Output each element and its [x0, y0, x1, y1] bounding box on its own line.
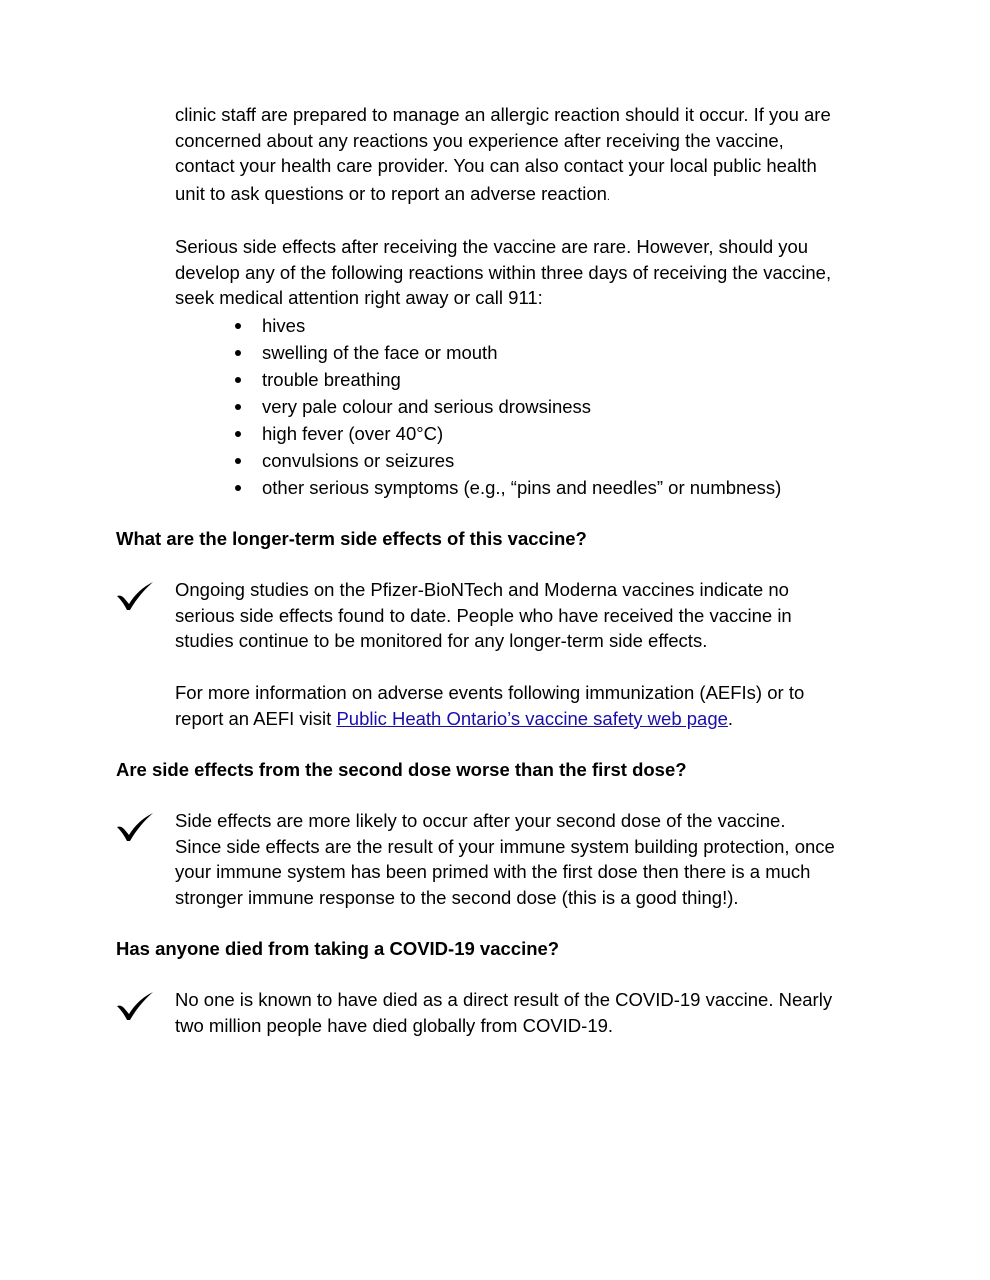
text-line: Since side effects are the result of your immune system building protection, once	[175, 835, 835, 857]
text-line: Serious side effects after receiving the vaccine are rare. However, should you	[175, 236, 809, 257]
more-info-paragraph	[175, 680, 875, 731]
bullet-icon	[235, 377, 241, 383]
list-item	[232, 393, 781, 420]
text-line: Side effects are more likely to occur after your second dose of the vaccine.	[175, 810, 786, 831]
list-item	[232, 339, 781, 366]
list-item	[232, 447, 781, 474]
text-line: develop any of the following reactions within three days of receiving the vaccine,	[175, 261, 832, 283]
text-line: studies continue to be monitored for any longer-term side effects.	[175, 630, 708, 652]
checkmark-icon	[114, 811, 156, 843]
bullet-icon	[235, 431, 241, 437]
list-item-text: hives	[262, 315, 306, 336]
text-line: No one is known to have died as a direct result of the COVID-19 vaccine. Nearly	[175, 989, 833, 1010]
list-item	[232, 474, 781, 501]
list-item-text: trouble breathing	[262, 369, 401, 390]
section-heading-longer-term: What are the longer-term side effects of this vaccine?	[116, 528, 587, 549]
text-line-end: .	[727, 707, 734, 729]
list-item-text: very pale colour and serious drowsiness	[262, 396, 592, 417]
list-item	[232, 366, 781, 393]
intro-paragraph-serious-side-effects	[175, 234, 875, 311]
bullet-icon	[235, 404, 241, 410]
answer-deaths	[175, 987, 875, 1038]
answer-longer-term	[175, 577, 875, 654]
list-item-text: other serious symptoms (e.g., “pins and needles” or numbness)	[262, 477, 782, 498]
text-line: report an AEFI visit	[175, 707, 337, 729]
answer-second-dose	[175, 808, 875, 911]
list-item-text: swelling of the face or mouth	[262, 342, 498, 363]
bullet-icon	[235, 350, 241, 356]
checkmark-icon	[114, 580, 156, 612]
vaccine-safety-link[interactable]: Public Heath Ontario’s vaccine safety web page	[336, 707, 728, 729]
bullet-icon	[235, 458, 241, 464]
text-line: clinic staff are prepared to manage an allergic reaction should it occur. If you are	[175, 104, 831, 125]
text-line-end: .	[606, 191, 610, 204]
checkmark-icon	[114, 990, 156, 1022]
text-line: Ongoing studies on the Pfizer-BioNTech and Moderna vaccines indicate no	[175, 579, 789, 600]
bullet-icon	[235, 485, 241, 491]
symptom-list	[232, 312, 781, 501]
list-item-text: high fever (over 40°C)	[262, 423, 444, 444]
text-line: contact your health care provider. You can also contact your local public health	[175, 155, 817, 177]
list-item	[232, 312, 781, 339]
list-item	[232, 420, 781, 447]
text-line: concerned about any reactions you experience after receiving the vaccine,	[175, 129, 784, 151]
bullet-icon	[235, 323, 241, 329]
section-heading-second-dose: Are side effects from the second dose worse than the first dose?	[116, 759, 687, 780]
text-line: seek medical attention right away or call 911:	[175, 287, 543, 309]
section-heading-deaths: Has anyone died from taking a COVID-19 vaccine?	[116, 938, 560, 959]
text-line: serious side effects found to date. People who have received the vaccine in	[175, 604, 792, 626]
intro-paragraph-allergic-reaction	[175, 102, 875, 212]
text-line: your immune system has been primed with the first dose then there is a much	[175, 861, 811, 883]
text-line: two million people have died globally from COVID-19.	[175, 1014, 614, 1036]
text-line: stronger immune response to the second dose (this is a good thing!).	[175, 887, 739, 909]
text-line: For more information on adverse events following immunization (AEFIs) or to	[175, 682, 805, 703]
text-line: unit to ask questions or to report an adverse reaction	[175, 183, 607, 205]
list-item-text: convulsions or seizures	[262, 450, 455, 471]
